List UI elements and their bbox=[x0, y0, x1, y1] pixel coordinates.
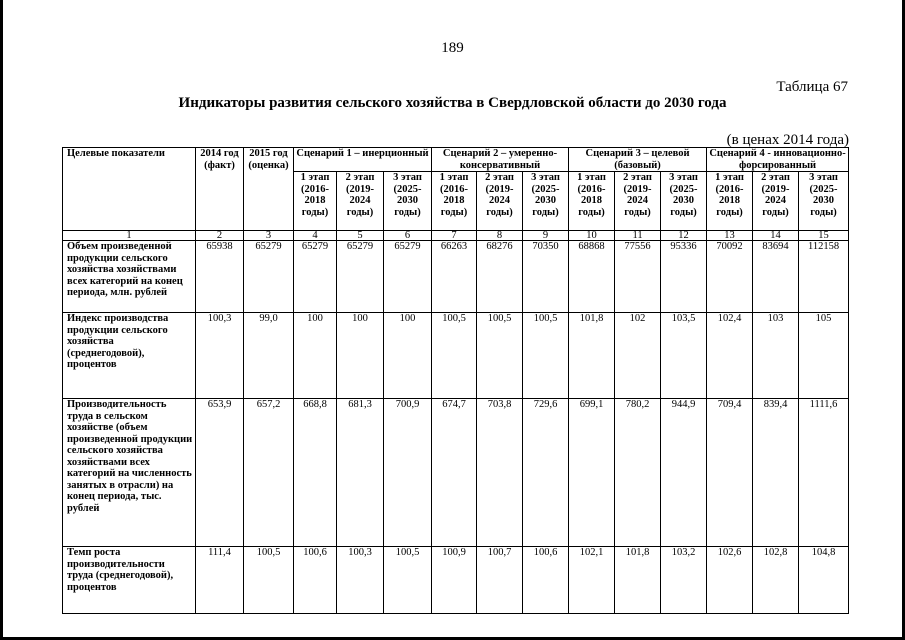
table-cell: 100,9 bbox=[432, 547, 477, 614]
column-number: 11 bbox=[615, 231, 661, 241]
column-number: 8 bbox=[477, 231, 523, 241]
table-cell: 70350 bbox=[523, 241, 569, 313]
header-row-scenarios bbox=[63, 148, 849, 172]
table-cell: 65279 bbox=[244, 241, 294, 313]
table-cell: 102,6 bbox=[707, 547, 753, 614]
table-cell: 111,4 bbox=[196, 547, 244, 614]
table-row bbox=[63, 313, 849, 399]
table-cell: 100,3 bbox=[196, 313, 244, 399]
table-cell: 699,1 bbox=[569, 399, 615, 547]
table-cell: 65279 bbox=[337, 241, 384, 313]
row-label: Индекс производства продукции сельского хозяйства (среднегодовой), процентов bbox=[63, 313, 196, 399]
table-cell: 100,5 bbox=[523, 313, 569, 399]
table-cell: 70092 bbox=[707, 241, 753, 313]
table-cell: 100,5 bbox=[477, 313, 523, 399]
header-scenario-2: Сценарий 2 – умеренно-консервативный bbox=[432, 148, 569, 172]
table-cell: 700,9 bbox=[384, 399, 432, 547]
table-cell: 703,8 bbox=[477, 399, 523, 547]
price-note: (в ценах 2014 года) bbox=[726, 132, 849, 148]
table-cell: 103,2 bbox=[661, 547, 707, 614]
header-stage-1: 1 этап (2016-2018 годы) bbox=[294, 172, 337, 231]
column-number: 3 bbox=[244, 231, 294, 241]
column-number: 2 bbox=[196, 231, 244, 241]
header-year-2015: 2015 год (оценка) bbox=[244, 148, 294, 231]
table-cell: 99,0 bbox=[244, 313, 294, 399]
page-title: Индикаторы развития сельского хозяйства в Свердловской области до 2030 года bbox=[178, 95, 727, 111]
table-cell: 66263 bbox=[432, 241, 477, 313]
column-number: 13 bbox=[707, 231, 753, 241]
header-indicator: Целевые показатели bbox=[63, 148, 196, 231]
table-cell: 657,2 bbox=[244, 399, 294, 547]
column-number: 15 bbox=[799, 231, 849, 241]
header-stage-1: 1 этап (2016-2018 годы) bbox=[707, 172, 753, 231]
column-number: 10 bbox=[569, 231, 615, 241]
header-year-2014: 2014 год (факт) bbox=[196, 148, 244, 231]
table-cell: 104,8 bbox=[799, 547, 849, 614]
table-cell: 65279 bbox=[384, 241, 432, 313]
table-cell: 102,4 bbox=[707, 313, 753, 399]
column-number: 9 bbox=[523, 231, 569, 241]
row-label: Объем произведенной продукции сельского хозяйства хозяйствами всех категорий на конец периода, млн. рублей bbox=[63, 241, 196, 313]
table-cell: 100 bbox=[337, 313, 384, 399]
table-cell: 100,7 bbox=[477, 547, 523, 614]
header-stage-3: 3 этап (2025-2030 годы) bbox=[523, 172, 569, 231]
table-cell: 1111,6 bbox=[799, 399, 849, 547]
header-stage-3: 3 этап (2025-2030 годы) bbox=[799, 172, 849, 231]
header-scenario-1: Сценарий 1 – инерционный bbox=[294, 148, 432, 172]
header-stage-3: 3 этап (2025-2030 годы) bbox=[384, 172, 432, 231]
table-cell: 112158 bbox=[799, 241, 849, 313]
header-stage-1: 1 этап (2016-2018 годы) bbox=[569, 172, 615, 231]
table-cell: 709,4 bbox=[707, 399, 753, 547]
table-cell: 83694 bbox=[753, 241, 799, 313]
column-number: 1 bbox=[63, 231, 196, 241]
header-stage-3: 3 этап (2025-2030 годы) bbox=[661, 172, 707, 231]
table-cell: 100 bbox=[384, 313, 432, 399]
header-stage-2: 2 этап (2019-2024 годы) bbox=[477, 172, 523, 231]
table-cell: 65279 bbox=[294, 241, 337, 313]
table-cell: 68868 bbox=[569, 241, 615, 313]
table-cell: 100,6 bbox=[523, 547, 569, 614]
table-cell: 100,6 bbox=[294, 547, 337, 614]
table-row bbox=[63, 547, 849, 614]
table-number: Таблица 67 bbox=[776, 79, 848, 95]
table-cell: 668,8 bbox=[294, 399, 337, 547]
table-cell: 101,8 bbox=[569, 313, 615, 399]
indicators-table bbox=[62, 147, 849, 614]
table-cell: 105 bbox=[799, 313, 849, 399]
table-cell: 729,6 bbox=[523, 399, 569, 547]
column-number: 6 bbox=[384, 231, 432, 241]
table-cell: 102 bbox=[615, 313, 661, 399]
header-stage-2: 2 этап (2019-2024 годы) bbox=[337, 172, 384, 231]
table-cell: 68276 bbox=[477, 241, 523, 313]
table-cell: 100,3 bbox=[337, 547, 384, 614]
table-row bbox=[63, 241, 849, 313]
table-row bbox=[63, 399, 849, 547]
header-scenario-4: Сценарий 4 - инновационно-форсированный bbox=[707, 148, 849, 172]
header-stage-2: 2 этап (2019-2024 годы) bbox=[615, 172, 661, 231]
table-cell: 95336 bbox=[661, 241, 707, 313]
table-cell: 653,9 bbox=[196, 399, 244, 547]
row-label: Темп роста производительности труда (среднегодовой), процентов bbox=[63, 547, 196, 614]
header-scenario-3: Сценарий 3 – целевой (базовый) bbox=[569, 148, 707, 172]
table-cell: 103,5 bbox=[661, 313, 707, 399]
column-number: 7 bbox=[432, 231, 477, 241]
table-cell: 839,4 bbox=[753, 399, 799, 547]
table-cell: 101,8 bbox=[615, 547, 661, 614]
page-number: 189 bbox=[441, 40, 464, 56]
table-cell: 77556 bbox=[615, 241, 661, 313]
table-cell: 944,9 bbox=[661, 399, 707, 547]
table-cell: 103 bbox=[753, 313, 799, 399]
table-cell: 102,8 bbox=[753, 547, 799, 614]
row-label: Производительность труда в сельском хозяйстве (объем произведенной продукции сельского хозяйства хозяйствами всех категорий на численность занятых в отрасли) на конец периода, тыс. рублей bbox=[63, 399, 196, 547]
column-number-row bbox=[63, 231, 849, 241]
column-number: 14 bbox=[753, 231, 799, 241]
table-cell: 780,2 bbox=[615, 399, 661, 547]
table-cell: 674,7 bbox=[432, 399, 477, 547]
table-cell: 100,5 bbox=[432, 313, 477, 399]
header-stage-1: 1 этап (2016-2018 годы) bbox=[432, 172, 477, 231]
table-cell: 681,3 bbox=[337, 399, 384, 547]
column-number: 12 bbox=[661, 231, 707, 241]
column-number: 5 bbox=[337, 231, 384, 241]
table-cell: 100 bbox=[294, 313, 337, 399]
header-stage-2: 2 этап (2019-2024 годы) bbox=[753, 172, 799, 231]
table-cell: 102,1 bbox=[569, 547, 615, 614]
table-cell: 100,5 bbox=[244, 547, 294, 614]
table-cell: 65938 bbox=[196, 241, 244, 313]
column-number: 4 bbox=[294, 231, 337, 241]
table-cell: 100,5 bbox=[384, 547, 432, 614]
